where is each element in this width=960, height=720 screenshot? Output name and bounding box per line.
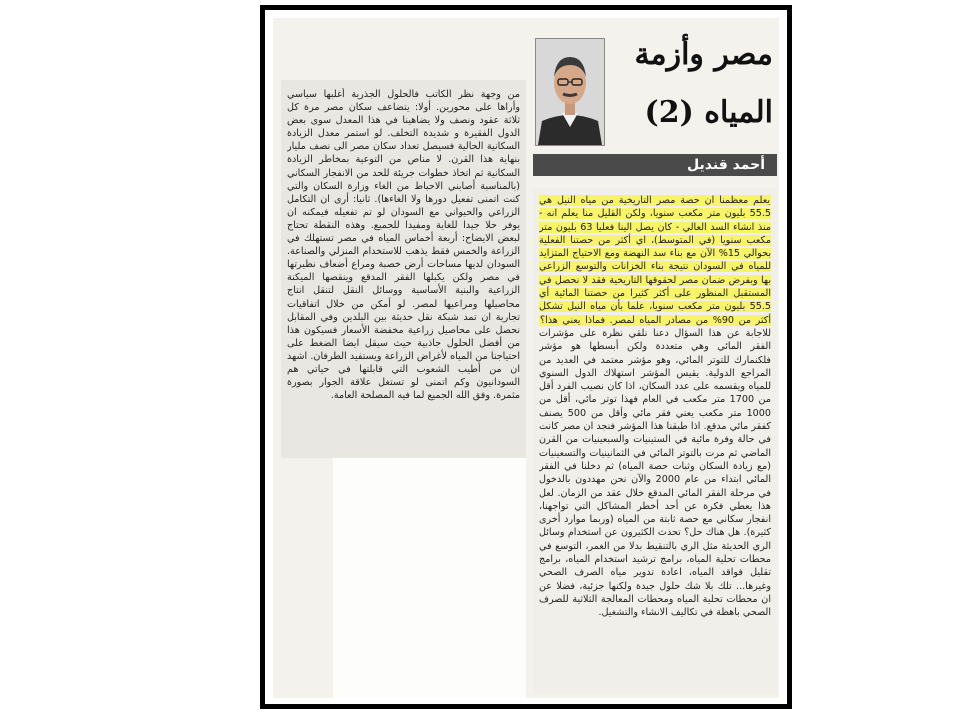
article-title-line1: مصر وأزمة xyxy=(634,37,773,72)
right-column xyxy=(533,188,777,694)
left-column-text: من وجهة نظر الكاتب فالحلول الجذرية أغلبها سياسي وأراها على محورين. أولا: يتضاعف سكان مصر مرة كل ثلاثة عقود ونصف ولا يضاهينا في هذا المعدل سوى بعض الدول الفقيرة و شديدة التخلف. لو استمر معدل الزيادة السكانية الحالية فسيصل تعداد سكان مصر الى نصف مليار بنهاية هذا القرن. لا مناص من التوعية بمخاطر الزيادة السكانية ثم اتخاذ خطوات جريئة للحد من الانفجار السكاني (بالمناسبة أصابني الاحباط من الغاء وزارة السكان والتي كنت اتمنى تفعيل دورها ولا الغاءها). ثانيا: أرى ان التكامل الزراعي والحيواني مع السودان لو تم تفعيله فيمكنه ان يوفر حلا جيدا للغاية ومفيدا للجميع. وهذه النقطة تحتاج لبعض الايضاح: أربعة أخماس المياه في مصر تستهلك في الزراعة والخمس فقط يذهب للاستخدام المنزلي والصناعة. السودان لديها مساحات أرض خصبة ومراع أضعاف نظيرتها في مصر ولكن يكبلها الفقر المدقع وينقصها الميكنة الزراعية والبنية الأساسية ووسائل النقل لتنقل انتاج محاصيلها ومراعيها لمصر. لو أمكن من خلال اتفاقيات تجارية ان تمد شبكة نقل حديثة بين البلدين وفي المقابل نحصل على محاصيل زراعية مخفضة الأسعار فسيكون هذا من أفضل الحلول جاذبية حيث سيقل ايضا الضغط على احتياجنا من المياه لأغراض الزراعة ويستفيد الطرفان. اشهد ان من أطيب الشعوب التي قابلتها في حياتي هم السودانيون وكم اتمنى لو تستغل علاقة الجوار بصورة مثمرة. وفق الله الجميع لما فيه المصلحة العامة. xyxy=(287,89,520,402)
blank-area xyxy=(333,458,526,698)
author-name: أحمد قنديل xyxy=(687,157,765,173)
newspaper-clipping xyxy=(273,18,779,698)
article-header xyxy=(533,32,777,168)
clipping-frame xyxy=(260,5,792,709)
article-title-line2: المياه (2) xyxy=(644,95,773,130)
byline-bar xyxy=(533,154,777,176)
highlighted-paragraph: يعلم معظمنا ان حصة مصر التاريخية من مياه النيل هي 55.5 بليون متر مكعب سنويا، ولكن القليل منا يعلم انه - منذ انشاء السد العالي - كان يصل الينا فعليا 63 بليون متر مكعب سنويا (في المتوسط)، اي أكثر من حصتنا الفعلية بحوالي 15% الآن مع بناء سد النهضة ومع الاحتياج المتزايد للمياه في السودان نتيجة بناء الخزانات والتوسع الزراعي بها وبفرض ضمان مصر لحقوقها التاريخية فقد لا نحصل في المستقبل المنظور على أكثر كثيرا من حصتنا المائية أي 55.5 بليون متر مكعب سنويا، علما بأن مياه النيل تشكل أكثر من 90% من مصادر المياه لمصر. فماذا يعني هذا؟ xyxy=(539,195,771,326)
right-column-text xyxy=(539,194,771,690)
body-paragraph: للاجابة عن هذا السؤال دعنا نلقي نظرة على مؤشرات الفقر المائي وهي متعددة ولكن أبسطها هو مؤشر فلكنمارك للتوتر المائي، وهو مؤشر معتمد في العديد من المراجع الدولية. يقيس المؤشر استهلاك الدول السنوي للمياه ويقسمه على عدد السكان، اذا كان نصيب الفرد أقل من 1700 متر مكعب في العام فهذا توتر مائي، أقل من 1000 متر مكعب يعني فقر مائي وأقل من 500 يصنف كفقر مائي مدقع. اذا طبقنا هذا المؤشر فنجد ان مصر كانت في حالة وفرة مائية في الستينيات والسبعينيات من القرن الماضي ثم مرت بالتوتر المائي في الثمانينيات والتسعينيات (مع زيادة السكان وثبات حصة المياه) ثم دخلنا في الفقر المائي ابتداء من عام 2000 والآن نحن مهددون بالدخول في مرحلة الفقر المائي المدقع خلال عقد من الزمان. لعل هذا يعطي فكرة عن أحد أخطر المشاكل التي تواجهنا، انفجار سكاني مع حصة ثابتة من المياه (وربما موارد أخرى كثيرة). هل هناك حل؟ تحدث الكثيرون عن استخدام وسائل الري الحديثة مثل الري بالتنقيط بدلا من الغمر، التوسع في محطات تحلية المياه، برامج ترشيد استخدام المياه، برامج تقليل فواقد المياه، اعادة تدوير مياه الصرف الصحي وغيرها... تلك بلا شك حلول جيدة ولكنها جزئية، فضلا عن ان محطات تحلية المياه ومحطات المعالجة الثلاثية للصرف الصحي باهظة في تكاليف الانشاء والتشغيل. xyxy=(539,327,771,619)
left-column xyxy=(281,80,526,458)
